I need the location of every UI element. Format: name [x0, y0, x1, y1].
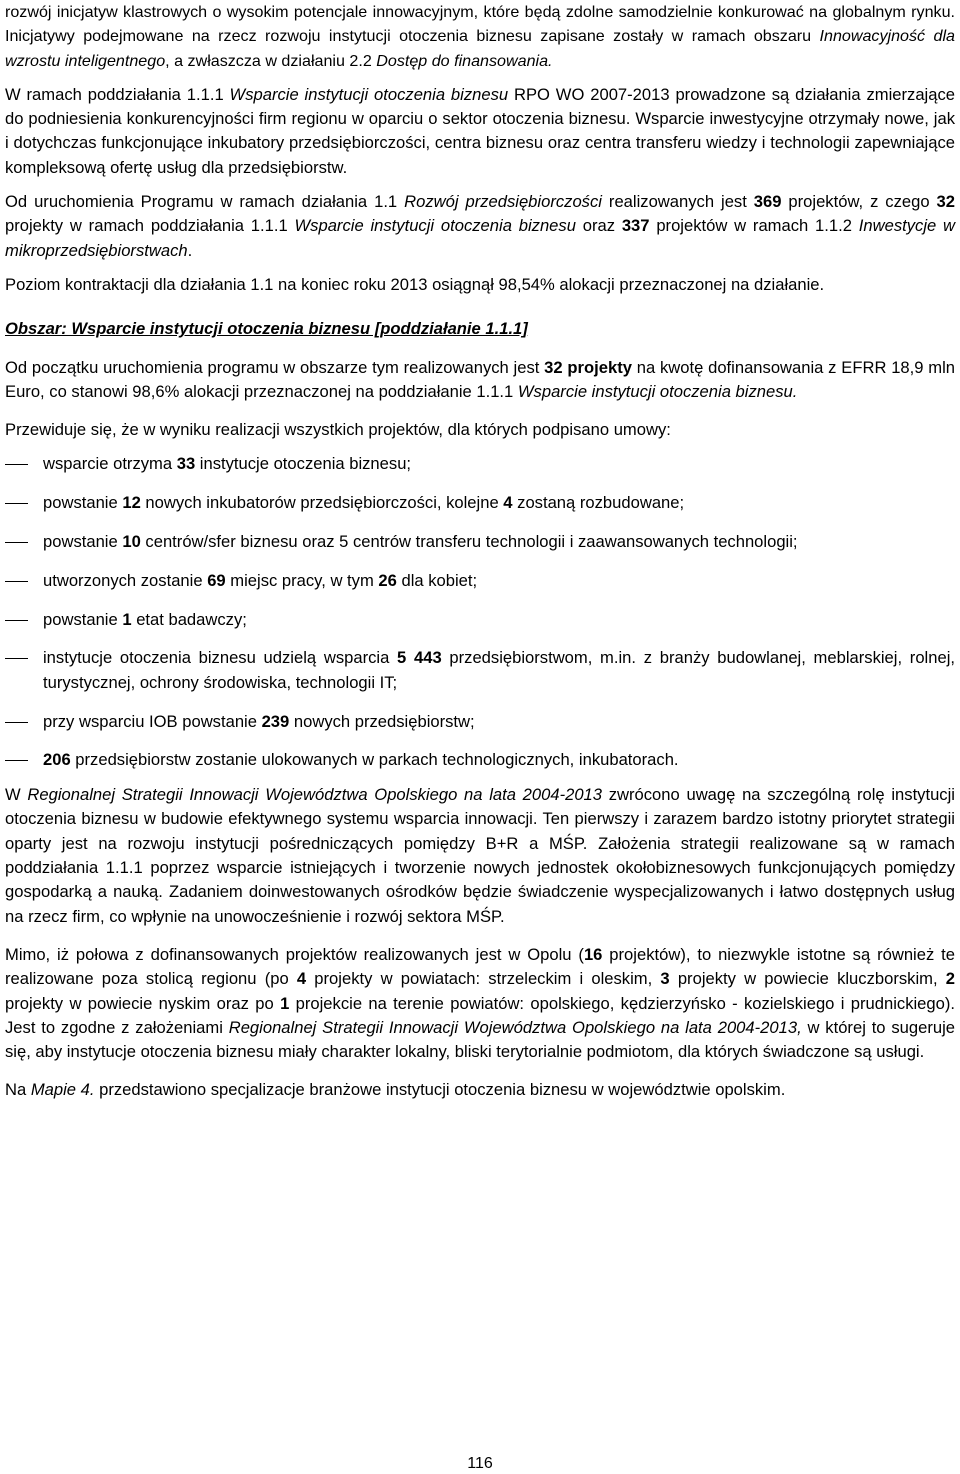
paragraph-submeasure	[5, 83, 955, 180]
text: Od początku uruchomienia programu w obszarze tym realizowanych jest	[5, 357, 545, 377]
page-number: 116	[467, 1455, 493, 1472]
text-bold: 5 443	[397, 648, 442, 668]
text-italic: Rozwój przedsiębiorczości	[404, 192, 602, 212]
text-bold: 33	[176, 454, 196, 474]
text: .	[187, 240, 193, 260]
list-item	[5, 452, 955, 476]
text: projektów, z czego	[781, 192, 937, 212]
dash-bullet-icon	[5, 464, 28, 465]
dash-bullet-icon	[5, 658, 28, 659]
text-bold: 4	[296, 969, 307, 989]
text: instytucje otoczenia biznesu udzielą wsparcia	[43, 648, 398, 668]
list-item	[5, 748, 955, 772]
text-italic: Wsparcie instytucji otoczenia biznesu	[229, 84, 509, 104]
text-italic: Mapie 4.	[30, 1080, 95, 1100]
text: na kwotę dofinansowania z EFRR 18,9 mln Euro, co stanowi 98,6% alokacji przeznaczonej na poddziałanie 1.1.1	[5, 357, 956, 401]
text: Mimo, iż połowa z dofinansowanych projektów realizowanych jest w Opolu (	[5, 944, 584, 964]
text: utworzonych zostanie	[43, 570, 208, 590]
paragraph-map-reference	[5, 1078, 955, 1102]
text: zostaną rozbudowane;	[512, 493, 685, 513]
text: W	[5, 785, 28, 805]
text-bold: 206	[43, 750, 71, 770]
text: projekcie na terenie powiatów: opolskiego, kędzierzyńsko - kozielskiego i prudnickiego). Jest to zgodne z założeniami	[5, 993, 955, 1037]
text-bold: 4	[503, 493, 513, 513]
list-item	[5, 491, 955, 515]
text: realizowanych jest	[601, 192, 754, 212]
text: RPO WO 2007-2013 prowadzone są działania zmierzające do podniesienia konkurencyjności firm regionu w oparciu o sektor otoczenia biznesu. Wsparcie inwestycyjne otrzymały nowe, jak i dotychczas funkcjonujące inkubatory przedsiębiorczości, centra biznesu oraz centra transferu wiedzy i technologii zapewniające kompleksową ofertę usług dla przedsiębiorstw.	[5, 84, 955, 177]
outcomes-list	[5, 452, 955, 772]
paragraph-locations	[5, 943, 955, 1064]
text-bold: 1	[280, 993, 290, 1013]
text: w której to sugeruje się, aby instytucje otoczenia biznesu miały charakter lokalny, bliski terytorialnie podmiotom, dla których świadczone są usługi.	[5, 1017, 956, 1062]
text: powstanie	[43, 609, 123, 629]
text-bold: 2	[945, 969, 955, 989]
text-italic: Regionalnej Strategii Innowacji Województwa Opolskiego na lata 2004-2013	[27, 785, 603, 805]
text: przedsiębiorstw zostanie ulokowanych w parkach technologicznych, inkubatorach.	[70, 750, 679, 770]
list-item	[5, 646, 955, 695]
text: instytucje otoczenia biznesu;	[195, 454, 412, 474]
text: projektów), to niezwykle istotne są również te realizowane poza stolicą regionu (po	[5, 944, 955, 989]
text: Na	[5, 1080, 31, 1100]
text-italic: Regionalnej Strategii Innowacji Województwa Opolskiego na lata 2004-2013,	[228, 1017, 802, 1037]
document-page	[5, 0, 955, 1103]
text-bold: 1	[122, 609, 132, 629]
text-italic: Wsparcie instytucji otoczenia biznesu	[294, 216, 576, 236]
text: dla kobiet;	[396, 570, 478, 590]
text-bold: 239	[261, 711, 290, 731]
text-italic: Dostęp do finansowania.	[376, 51, 553, 70]
text-bold: 369	[753, 192, 782, 212]
dash-bullet-icon	[5, 620, 28, 621]
text: zwrócono uwagę na szczególną rolę instytucji otoczenia biznesu w budowie efektywnego systemu wsparcia innowacji. Ten pierwszy i zarazem bardzo istotny priorytet strategii oparty jest na rozwoju instytucji pośredniczących pomiędzy B+R a MŚP. Założenia strategii realizowane są w ramach poddziałania 1.1.1 poprzez wsparcie istniejących i tworzenie nowych jednostek okołobiznesowych funkcjonujących pomiędzy gospodarką a nauką. Zadaniem doinwestowanych ośrodków będzie świadczenie wyspecjalizowanych i łatwo dostępnych usług na rzecz firm, co wpłynie na unowocześnienie i rozwój sektora MŚP.	[5, 785, 955, 926]
text: przedsiębiorstwom, m.in. z branży budowlanej, meblarskiej, rolnej, turystycznej, ochrony środowiska, technologii IT;	[43, 648, 955, 692]
text: nowych przedsiębiorstw;	[289, 711, 475, 731]
list-item	[5, 569, 955, 593]
section-heading: Obszar: Wsparcie instytucji otoczenia biznesu [poddziałanie 1.1.1]	[5, 319, 528, 339]
text-bold: 32	[936, 192, 956, 212]
paragraph-contracting-level: Poziom kontraktacji dla działania 1.1 na koniec roku 2013 osiągnął 98,54% alokacji przeznaczonej na działanie.	[5, 274, 825, 294]
paragraph-projects-count	[5, 190, 955, 263]
text: projekty w powiecie nyskim oraz po	[5, 993, 281, 1013]
text-bold: 12	[122, 493, 141, 513]
dash-bullet-icon	[5, 760, 28, 761]
dash-bullet-icon	[5, 503, 28, 504]
text-bold: 69	[207, 570, 226, 590]
text-italic: Inwestycje w mikroprzedsiębiorstwach	[5, 216, 956, 260]
text-bold: 3	[660, 969, 670, 989]
text: projekty w powiecie kluczborskim,	[669, 969, 946, 989]
text: oraz	[575, 216, 622, 236]
text: projektów w ramach 1.1.2	[649, 216, 859, 236]
list-item	[5, 710, 955, 734]
list-item	[5, 608, 955, 632]
dash-bullet-icon	[5, 542, 28, 543]
text: rozwój inicjatyw klastrowych o wysokim potencjale innowacyjnym, które będą zdolne samodzielnie konkurować na globalnym rynku. Inicjatywy podejmowane na rzecz rozwoju instytucji otoczenia biznesu zapisane zostały w ramach obszaru	[5, 3, 955, 46]
dash-bullet-icon	[5, 722, 28, 723]
text: projekty w powiatach: strzeleckim i oleskim,	[306, 969, 661, 989]
text: nowych inkubatorów przedsiębiorczości, kolejne	[140, 493, 504, 513]
text-bold: 26	[378, 570, 397, 590]
paragraph-intro	[5, 0, 955, 73]
text: wsparcie otrzyma	[43, 454, 177, 474]
text: etat badawczy;	[131, 609, 247, 629]
text: W ramach poddziałania 1.1.1	[5, 84, 230, 104]
text: miejsc pracy, w tym	[225, 570, 379, 590]
text-bold: 337	[621, 216, 650, 236]
paragraph-list-intro: Przewiduje się, że w wyniku realizacji wszystkich projektów, dla których podpisano umowy:	[5, 420, 671, 440]
text-bold: 10	[122, 532, 141, 552]
text-italic: Innowacyjność dla wzrostu inteligentnego	[5, 27, 956, 70]
text-italic: Wsparcie instytucji otoczenia biznesu.	[517, 381, 798, 401]
dash-bullet-icon	[5, 581, 28, 582]
text: powstanie	[43, 493, 123, 513]
paragraph-area-summary	[5, 356, 955, 405]
text: centrów/sfer biznesu oraz 5 centrów transferu technologii i zaawansowanych technologii;	[140, 532, 798, 552]
text: , a zwłaszcza w działaniu 2.2	[165, 51, 377, 70]
list-item	[5, 530, 955, 554]
text: projekty w ramach poddziałania 1.1.1	[5, 216, 295, 236]
text-bold: 32 projekty	[544, 357, 632, 377]
paragraph-strategy	[5, 783, 955, 929]
text-bold: 16	[583, 944, 603, 964]
text: przedstawiono specjalizacje branżowe instytucji otoczenia biznesu w województwie opolskim.	[94, 1080, 786, 1100]
text: powstanie	[43, 532, 123, 552]
text: Od uruchomienia Programu w ramach działania 1.1	[5, 192, 405, 212]
text: przy wsparciu IOB powstanie	[43, 711, 262, 731]
